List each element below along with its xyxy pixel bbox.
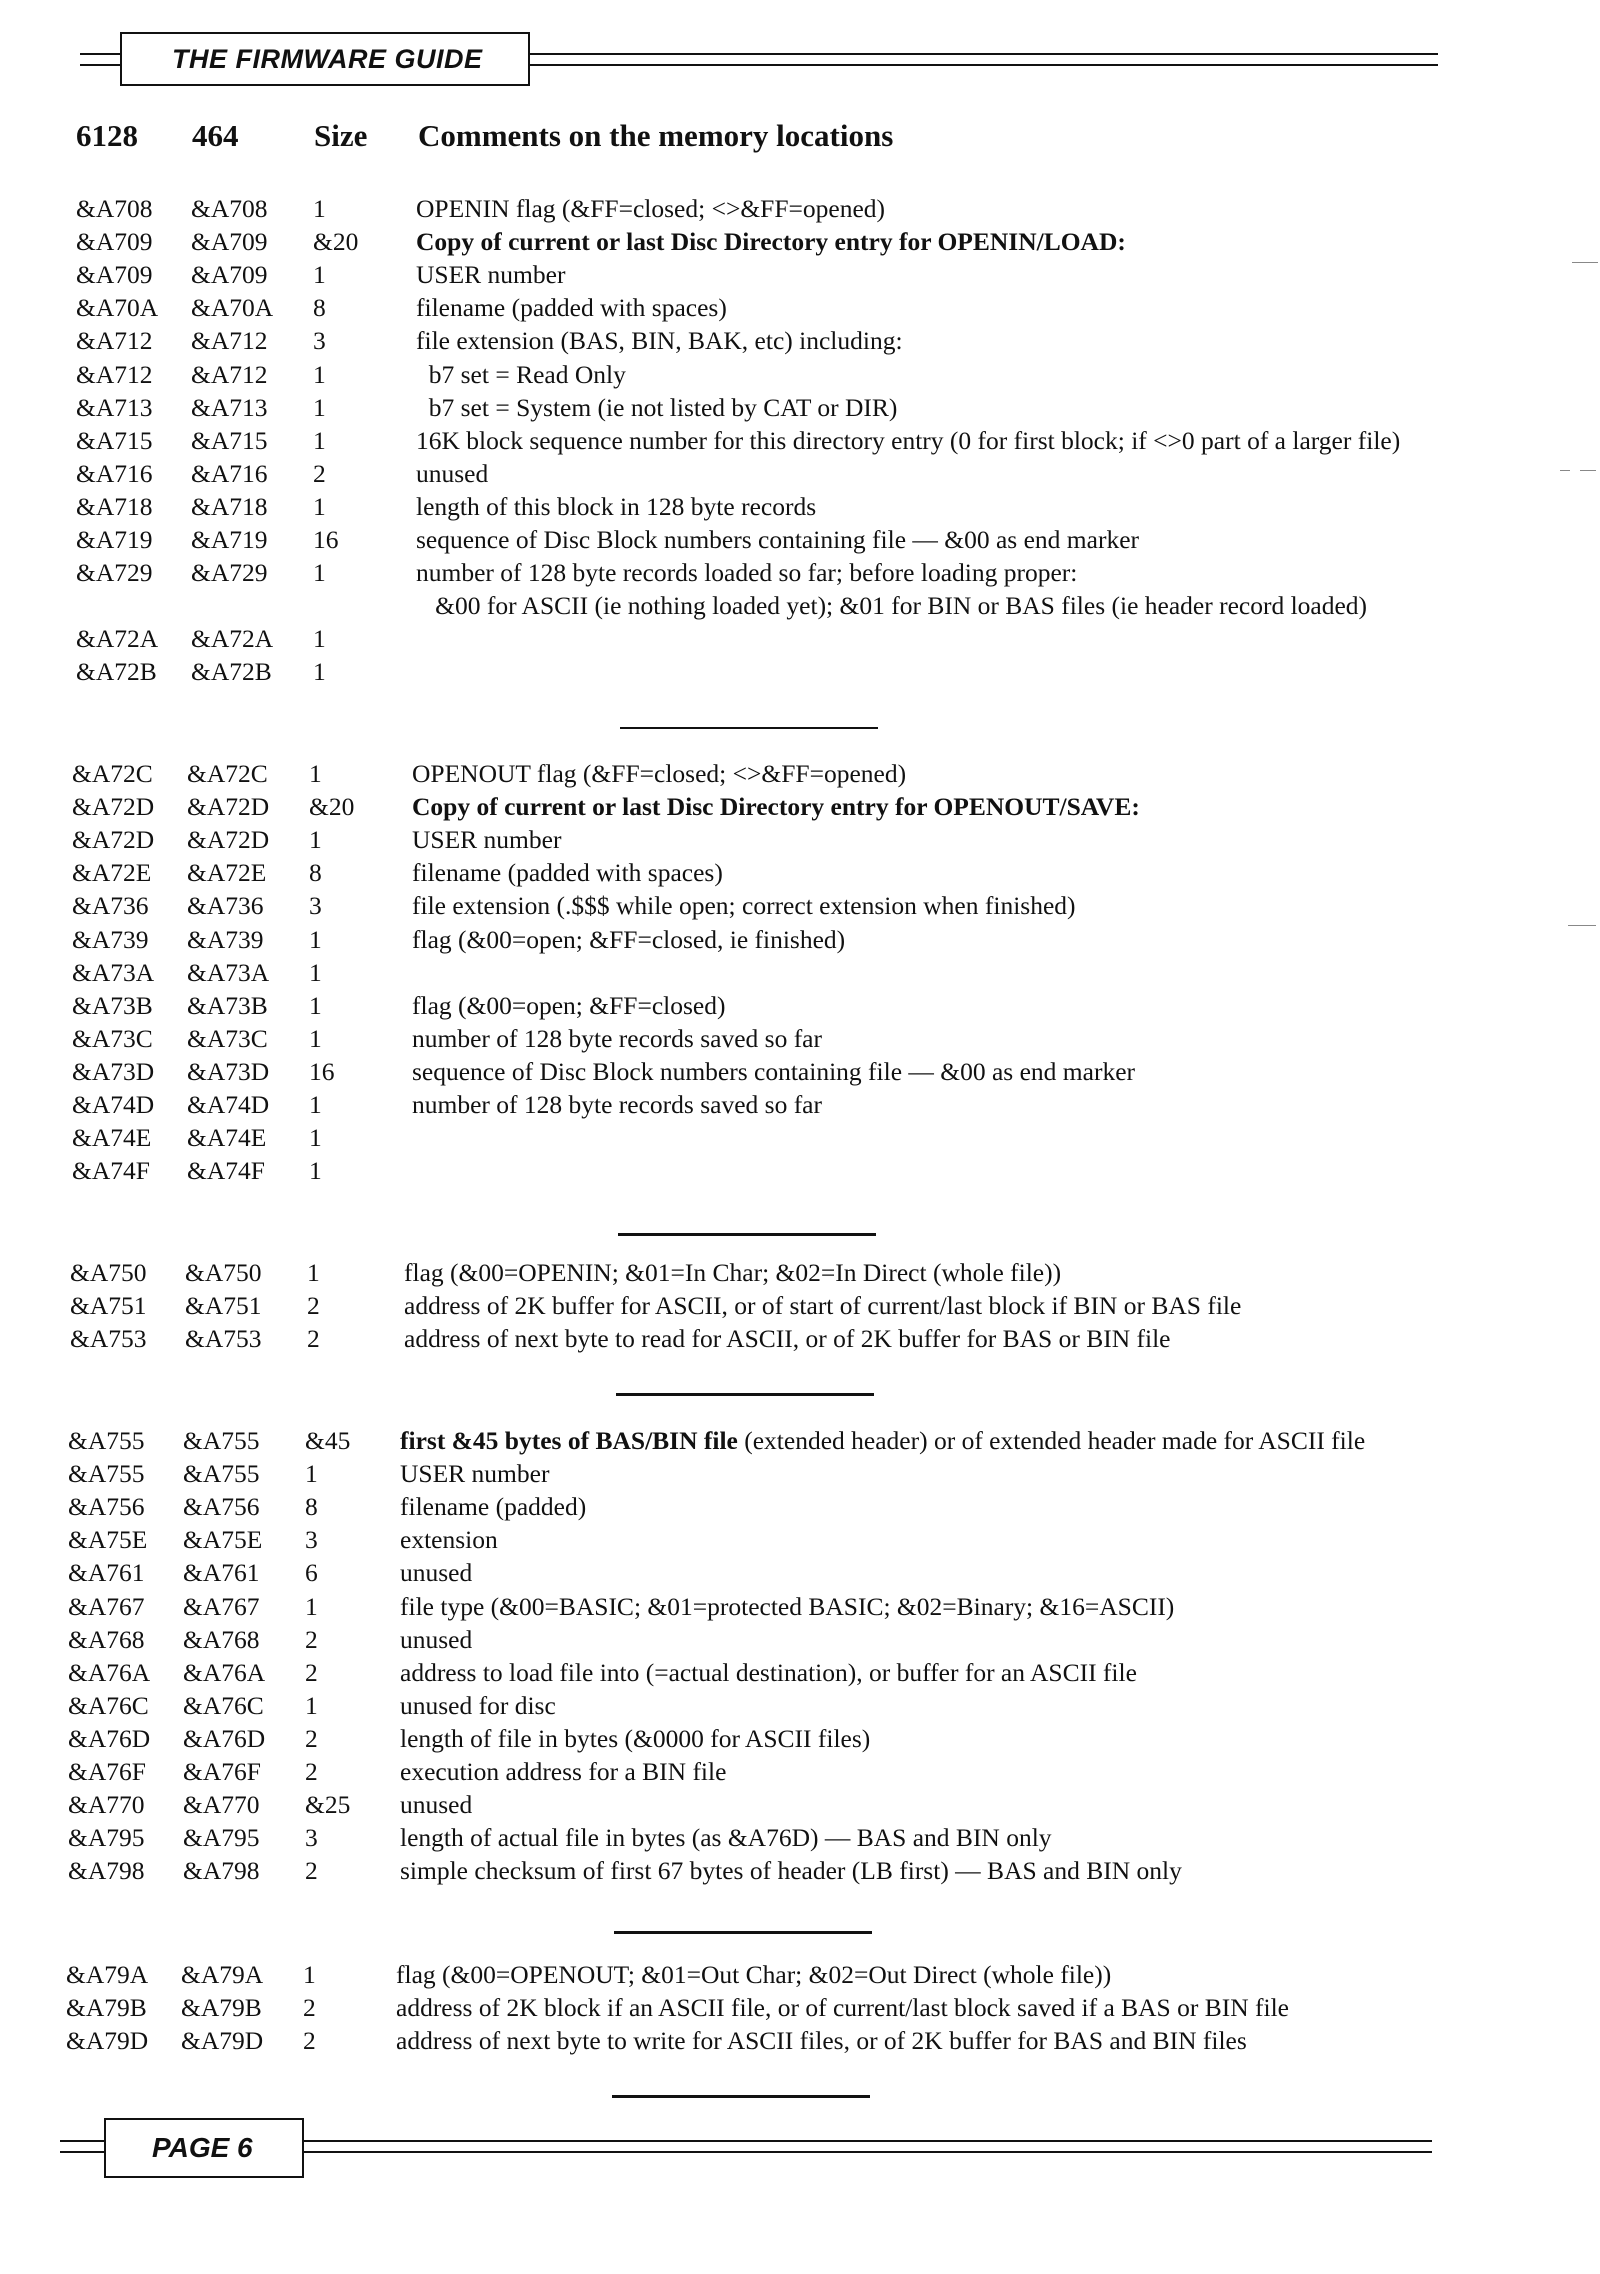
table-row: [72, 790, 1532, 823]
table-row: [68, 1755, 1528, 1788]
table-row: [76, 655, 1536, 688]
address-6128: &A751: [70, 1291, 147, 1321]
page-header: [80, 28, 1438, 98]
address-464: &A716: [191, 458, 268, 488]
table-row: [72, 956, 1532, 989]
address-464: &A795: [183, 1823, 260, 1853]
address-464: &A750: [185, 1258, 262, 1287]
size-cell: 8: [305, 1492, 318, 1522]
section-divider: [620, 727, 878, 730]
address-6128: &A739: [72, 924, 149, 954]
table-row: [68, 1722, 1528, 1755]
table-row: [68, 1788, 1528, 1821]
size-cell: 2: [307, 1324, 320, 1354]
table-row: [70, 1322, 1530, 1355]
table-row: [72, 856, 1532, 889]
size-cell: 1: [309, 1090, 322, 1119]
address-464: &A73D: [187, 1056, 270, 1086]
comment-cell: unused: [400, 1624, 473, 1654]
comment-cell: b7 set = Read Only: [416, 359, 626, 389]
address-6128: &A76A: [68, 1657, 151, 1687]
size-cell: &45: [305, 1426, 351, 1455]
comment-cell: Copy of current or last Disc Directory entry for OPENIN/LOAD:: [416, 227, 1126, 257]
address-464: &A767: [183, 1591, 260, 1621]
address-464: &A709: [191, 260, 268, 290]
table-row: [70, 1256, 1530, 1289]
size-cell: 3: [313, 326, 326, 356]
table-row: [72, 923, 1532, 956]
table-row: [68, 1623, 1528, 1656]
table-row: [76, 457, 1536, 490]
address-464: &A761: [183, 1558, 260, 1588]
address-6128: &A761: [68, 1558, 145, 1588]
address-6128: &A755: [68, 1459, 145, 1489]
comment-cell: Copy of current or last Disc Directory entry for OPENOUT/SAVE:: [412, 792, 1140, 822]
table-row: [68, 1424, 1528, 1457]
address-6128: &A72B: [76, 657, 157, 687]
address-464: &A712: [191, 326, 268, 356]
address-6128: &A709: [76, 260, 153, 290]
table-row: [76, 391, 1536, 424]
address-464: &A70A: [191, 293, 274, 323]
size-cell: 8: [309, 858, 322, 888]
comment-cell: address of next byte to read for ASCII, or of 2K buffer for BAS or BIN file: [404, 1324, 1171, 1354]
comment-cell: filename (padded with spaces): [412, 858, 723, 888]
table-row: [76, 291, 1536, 324]
address-464: &A718: [191, 491, 268, 521]
comment-cell: OPENOUT flag (&FF=closed; <>&FF=opened): [412, 759, 907, 788]
address-6128: &A709: [76, 227, 153, 257]
size-cell: 2: [305, 1856, 318, 1886]
address-6128: &A70A: [76, 293, 159, 323]
address-6128: &A79A: [66, 1960, 149, 1989]
comment-cell: execution address for a BIN file: [400, 1757, 727, 1786]
section-divider: [614, 1931, 872, 1934]
size-cell: 1: [309, 990, 322, 1020]
comment-cell: sequence of Disc Block numbers containing file — &00 as end marker: [412, 1056, 1136, 1086]
size-cell: 1: [309, 924, 322, 954]
table-row: [72, 1088, 1532, 1121]
table-row: [68, 1556, 1528, 1589]
address-464: &A74F: [187, 1156, 265, 1186]
comment-cell: address of 2K block if an ASCII file, or of current/last block saved if a BAS or BIN file: [396, 1993, 1289, 2023]
comment-cell: USER number: [400, 1459, 550, 1489]
address-6128: &A74D: [72, 1090, 155, 1119]
margin-mark: [1572, 262, 1598, 263]
comment-text: (extended header) or of extended header made for ASCII file: [737, 1426, 1366, 1455]
table-row: [76, 258, 1536, 291]
table-row: [70, 1289, 1530, 1322]
address-6128: &A770: [68, 1790, 145, 1820]
table-row: [76, 225, 1536, 258]
comment-cell: number of 128 byte records saved so far: [412, 1090, 822, 1119]
size-cell: &20: [313, 227, 359, 257]
address-6128: &A736: [72, 891, 149, 921]
address-6128: &A712: [76, 359, 153, 389]
footer-rule: [304, 2151, 1432, 2153]
size-cell: 1: [303, 1960, 316, 1989]
comment-cell: unused: [416, 458, 489, 488]
address-6128: &A72D: [72, 792, 155, 822]
table-row: [66, 2024, 1526, 2057]
size-cell: 2: [303, 2026, 316, 2056]
comment-cell: filename (padded with spaces): [416, 293, 727, 323]
size-cell: 3: [305, 1525, 318, 1555]
table-row: [72, 757, 1532, 790]
size-cell: 1: [309, 1156, 322, 1186]
address-464: &A72C: [187, 759, 268, 788]
size-cell: 2: [313, 458, 326, 488]
size-cell: 1: [309, 825, 322, 855]
comment-cell: [400, 1424, 1365, 1457]
comment-cell: 16K block sequence number for this directory entry (0 for first block; if <>0 part of a larger file): [416, 425, 1401, 455]
address-6128: &A767: [68, 1591, 145, 1621]
address-464: &A715: [191, 425, 268, 455]
table-row: [68, 1457, 1528, 1490]
comment-cell: file type (&00=BASIC; &01=protected BASIC; &02=Binary; &16=ASCII): [400, 1591, 1175, 1621]
comment-cell: address of next byte to write for ASCII files, or of 2K buffer for BAS and BIN files: [396, 2026, 1247, 2056]
table-row: [76, 192, 1536, 225]
size-cell: 1: [309, 759, 322, 788]
table-row: [68, 1656, 1528, 1689]
column-heading-6128: 6128: [76, 118, 138, 153]
address-464: &A755: [183, 1426, 260, 1455]
size-cell: 1: [305, 1591, 318, 1621]
size-cell: 1: [313, 491, 326, 521]
comment-cell: file extension (BAS, BIN, BAK, etc) including:: [416, 326, 903, 356]
size-cell: &25: [305, 1790, 351, 1820]
size-cell: 3: [309, 891, 322, 921]
comment-cell: flag (&00=open; &FF=closed): [412, 990, 726, 1020]
size-cell: 2: [305, 1624, 318, 1654]
page-footer: [60, 2116, 1432, 2186]
size-cell: 1: [313, 260, 326, 290]
address-464: &A712: [191, 359, 268, 389]
size-cell: 1: [309, 1123, 322, 1153]
address-6128: &A73B: [72, 990, 153, 1020]
address-6128: &A74E: [72, 1123, 152, 1153]
comment-cell: length of actual file in bytes (as &A76D) — BAS and BIN only: [400, 1823, 1052, 1853]
header-rule: [530, 64, 1438, 66]
size-cell: 2: [305, 1757, 318, 1786]
address-464: &A79A: [181, 1960, 264, 1989]
size-cell: 2: [305, 1723, 318, 1753]
table-row: [72, 1121, 1532, 1154]
address-6128: &A79D: [66, 2026, 149, 2056]
address-464: &A73C: [187, 1023, 268, 1053]
size-cell: 8: [313, 293, 326, 323]
header-title: THE FIRMWARE GUIDE: [120, 32, 530, 86]
header-rule: [80, 64, 120, 66]
table-row: [68, 1590, 1528, 1623]
comment-cell: extension: [400, 1525, 498, 1555]
table-row: [68, 1490, 1528, 1523]
address-6128: &A72C: [72, 759, 153, 788]
size-cell: 2: [307, 1291, 320, 1321]
address-6128: &A76F: [68, 1757, 146, 1786]
address-464: &A74D: [187, 1090, 270, 1119]
comment-cell: filename (padded): [400, 1492, 587, 1522]
address-464: &A709: [191, 227, 268, 257]
comment-cell: &00 for ASCII (ie nothing loaded yet); &01 for BIN or BAS files (ie header record loaded): [416, 591, 1368, 621]
column-heading-size: Size: [314, 118, 368, 153]
section-divider: [616, 1393, 874, 1396]
size-cell: 1: [313, 359, 326, 389]
address-464: &A72D: [187, 792, 270, 822]
size-cell: 1: [309, 1023, 322, 1053]
address-6128: &A76C: [68, 1690, 149, 1720]
address-464: &A76F: [183, 1757, 261, 1786]
table-row: [72, 1154, 1532, 1187]
comment-cell: file extension (.$$$ while open; correct extension when finished): [412, 891, 1076, 921]
address-464: &A756: [183, 1492, 260, 1522]
size-cell: 1: [307, 1258, 320, 1287]
table-row: [68, 1689, 1528, 1722]
address-6128: &A719: [76, 525, 153, 554]
address-6128: &A795: [68, 1823, 145, 1853]
table-row: [76, 589, 1536, 622]
address-6128: &A715: [76, 425, 153, 455]
comment-cell: b7 set = System (ie not listed by CAT or DIR): [416, 392, 898, 422]
size-cell: 1: [313, 624, 326, 654]
comment-cell: USER number: [416, 260, 566, 290]
address-464: &A713: [191, 392, 268, 422]
table-row: [68, 1854, 1528, 1887]
address-6128: &A73C: [72, 1023, 153, 1053]
comment-cell: length of file in bytes (&0000 for ASCII files): [400, 1723, 871, 1753]
address-464: &A798: [183, 1856, 260, 1886]
table-row: [76, 556, 1536, 589]
address-464: &A753: [185, 1324, 262, 1354]
size-cell: 1: [313, 194, 326, 223]
address-464: &A79D: [181, 2026, 264, 2056]
table-row: [72, 989, 1532, 1022]
address-6128: &A750: [70, 1258, 147, 1287]
address-6128: &A755: [68, 1426, 145, 1455]
table-row: [76, 358, 1536, 391]
address-464: &A736: [187, 891, 264, 921]
address-6128: &A79B: [66, 1993, 147, 2023]
address-6128: &A753: [70, 1324, 147, 1354]
comment-cell: unused: [400, 1558, 473, 1588]
comment-cell: OPENIN flag (&FF=closed; <>&FF=opened): [416, 194, 886, 223]
address-6128: &A73A: [72, 957, 155, 987]
table-row: [76, 622, 1536, 655]
comment-cell: simple checksum of first 67 bytes of header (LB first) — BAS and BIN only: [400, 1856, 1182, 1886]
comment-cell: number of 128 byte records saved so far: [412, 1023, 822, 1053]
address-464: &A751: [185, 1291, 262, 1321]
address-464: &A72A: [191, 624, 274, 654]
margin-mark: [1568, 925, 1596, 926]
table-row: [72, 889, 1532, 922]
margin-mark: [1560, 470, 1570, 471]
comment-cell: USER number: [412, 825, 562, 855]
table-row: [76, 490, 1536, 523]
address-464: &A72E: [187, 858, 267, 888]
address-6128: &A72E: [72, 858, 152, 888]
comment-cell: length of this block in 128 byte records: [416, 491, 817, 521]
footer-rule: [60, 2140, 104, 2142]
size-cell: 1: [305, 1459, 318, 1489]
size-cell: 16: [309, 1056, 335, 1086]
address-464: &A708: [191, 194, 268, 223]
address-464: &A72D: [187, 825, 270, 855]
comment-bold-text: first &45 bytes of BAS/BIN file: [400, 1426, 738, 1455]
comment-cell: unused for disc: [400, 1690, 556, 1720]
address-464: &A76A: [183, 1657, 266, 1687]
table-row: [76, 523, 1536, 556]
address-6128: &A756: [68, 1492, 145, 1522]
address-464: &A76D: [183, 1723, 266, 1753]
page-number: PAGE 6: [104, 2118, 304, 2178]
footer-rule: [60, 2151, 104, 2153]
size-cell: 1: [313, 657, 326, 687]
size-cell: 1: [313, 558, 326, 588]
address-464: &A73A: [187, 957, 270, 987]
margin-mark: [1580, 470, 1596, 471]
table-row: [76, 424, 1536, 457]
address-464: &A755: [183, 1459, 260, 1489]
address-6128: &A729: [76, 558, 153, 588]
address-6128: &A76D: [68, 1723, 151, 1753]
address-464: &A729: [191, 558, 268, 588]
size-cell: 3: [305, 1823, 318, 1853]
size-cell: 1: [305, 1690, 318, 1720]
comment-cell: sequence of Disc Block numbers containing file — &00 as end marker: [416, 525, 1140, 554]
address-464: &A72B: [191, 657, 272, 687]
address-6128: &A72D: [72, 825, 155, 855]
size-cell: 1: [313, 392, 326, 422]
address-464: &A739: [187, 924, 264, 954]
size-cell: 6: [305, 1558, 318, 1588]
address-464: &A74E: [187, 1123, 267, 1153]
table-row: [68, 1821, 1528, 1854]
address-6128: &A74F: [72, 1156, 150, 1186]
address-6128: &A712: [76, 326, 153, 356]
size-cell: 2: [305, 1657, 318, 1687]
comment-cell: number of 128 byte records loaded so far; before loading proper:: [416, 558, 1078, 588]
section-divider: [612, 2095, 870, 2098]
column-heading-464: 464: [192, 118, 239, 153]
table-row: [66, 1991, 1526, 2024]
address-6128: &A708: [76, 194, 153, 223]
footer-rule: [304, 2140, 1432, 2142]
header-rule: [80, 53, 120, 55]
size-cell: &20: [309, 792, 355, 822]
comment-cell: address to load file into (=actual destination), or buffer for an ASCII file: [400, 1657, 1137, 1687]
size-cell: 2: [303, 1993, 316, 2023]
size-cell: 1: [313, 425, 326, 455]
comment-cell: flag (&00=OPENOUT; &01=Out Char; &02=Out Direct (whole file)): [396, 1960, 1112, 1989]
table-row: [72, 1055, 1532, 1088]
address-6128: &A713: [76, 392, 153, 422]
comment-cell: flag (&00=OPENIN; &01=In Char; &02=In Direct (whole file)): [404, 1258, 1062, 1287]
header-rule: [530, 53, 1438, 55]
comment-cell: address of 2K buffer for ASCII, or of start of current/last block if BIN or BAS file: [404, 1291, 1242, 1321]
address-6128: &A798: [68, 1856, 145, 1886]
column-heading-comments: Comments on the memory locations: [418, 118, 894, 153]
section-divider: [618, 1233, 876, 1236]
address-6128: &A716: [76, 458, 153, 488]
address-6128: &A75E: [68, 1525, 148, 1555]
address-464: &A76C: [183, 1690, 264, 1720]
address-464: &A719: [191, 525, 268, 554]
address-464: &A73B: [187, 990, 268, 1020]
table-row: [72, 823, 1532, 856]
address-6128: &A73D: [72, 1056, 155, 1086]
size-cell: 1: [309, 957, 322, 987]
address-464: &A75E: [183, 1525, 263, 1555]
table-row: [76, 324, 1536, 357]
address-464: &A770: [183, 1790, 260, 1820]
address-464: &A768: [183, 1624, 260, 1654]
comment-cell: unused: [400, 1790, 473, 1820]
address-6128: &A718: [76, 491, 153, 521]
address-6128: &A72A: [76, 624, 159, 654]
size-cell: 16: [313, 525, 339, 554]
table-row: [66, 1958, 1526, 1991]
table-row: [68, 1523, 1528, 1556]
address-464: &A79B: [181, 1993, 262, 2023]
table-row: [72, 1022, 1532, 1055]
comment-cell: flag (&00=open; &FF=closed, ie finished): [412, 924, 846, 954]
address-6128: &A768: [68, 1624, 145, 1654]
